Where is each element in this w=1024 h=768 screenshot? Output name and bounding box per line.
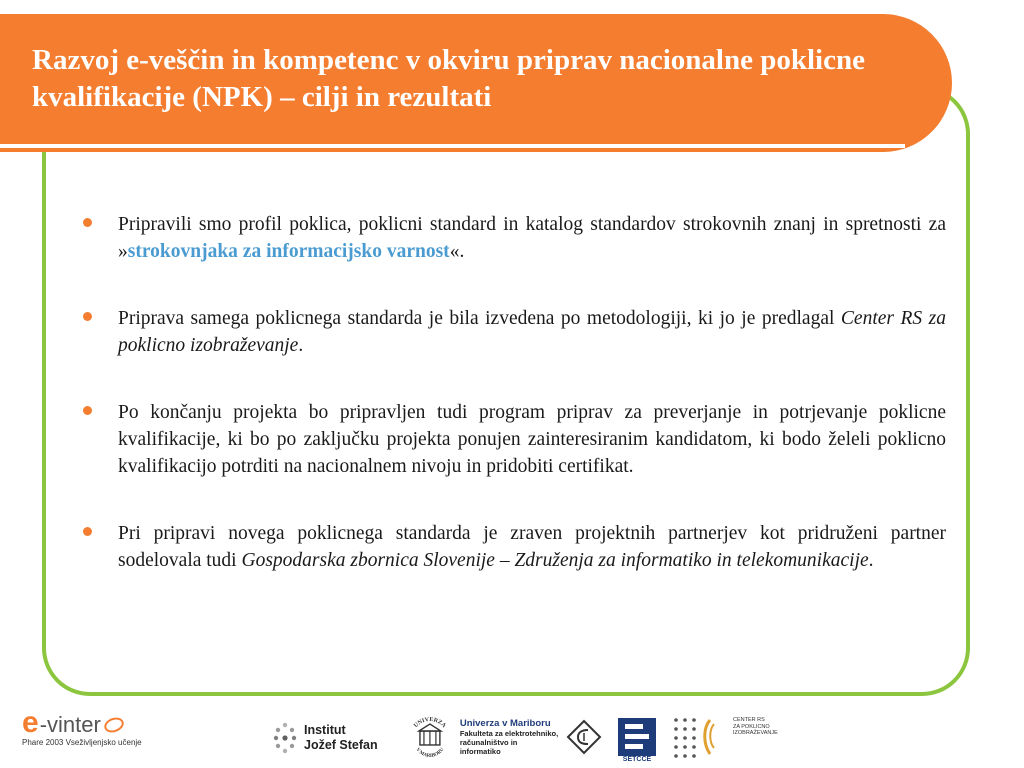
ijs-name-line2: Jožef Stefan	[304, 738, 378, 752]
bullet-list	[80, 211, 946, 614]
bullet-dot	[83, 218, 92, 227]
slide-title: Razvoj e-veščin in kompetenc v okviru priprav nacionalne poklicne kvalifikacije (NPK) – cilji in rezultati	[32, 44, 865, 113]
evinter-logo-name: -vinter	[39, 712, 101, 737]
highlight-term: strokovnjaka za informacijsko varnost	[127, 241, 450, 262]
setcce-label: SETCCE	[622, 756, 652, 763]
cpi-line2: ZA POKLICNO	[733, 723, 770, 730]
um-faculty-line1: Fakulteta za elektrotehniko,	[459, 729, 559, 738]
bullet-item-profile	[80, 211, 946, 265]
ijs-logo	[272, 718, 396, 758]
ijs-dot-grid-icon	[272, 721, 298, 755]
um-seal-icon	[404, 711, 456, 763]
bullet-text: Po končanju projekta bo pripravljen tudi program priprav za preverjanje in potrjevanje poklicne kvalifikacije, ki bo po zaključku projekta ponujen zainteresiranim kandidatom, ki bodo želeli poklicno kvalifikacijo potrditi na nacionalnem nivoju in pridobiti certifikat.	[118, 402, 946, 477]
cpi-text	[733, 717, 778, 737]
bullet-item-program	[80, 399, 946, 480]
svg-text:UNIVERZA: UNIVERZA	[413, 716, 447, 730]
italic-org-name: Gospodarska zbornica Slovenije – Združenja za informatiko in telekomunikacije	[241, 550, 869, 571]
bullet-dot	[83, 312, 92, 321]
evinter-logo	[22, 706, 162, 756]
bullet-text-end: .	[298, 335, 304, 356]
um-name: Univerza v Mariboru	[459, 718, 551, 729]
evinter-lens-icon	[102, 715, 126, 735]
bullet-text: Pri pripravi novega poklicnega standarda je zraven projektnih partnerjev kot pridruženi partner sodelovala tudi	[118, 523, 946, 571]
um-logo	[404, 712, 560, 762]
cpi-line3: IZOBRAŽEVANJE	[733, 730, 778, 736]
svg-text:V MARIBORU: V MARIBORU	[414, 747, 446, 760]
setcce-logo-icon	[616, 714, 658, 760]
bullet-item-partner	[80, 520, 946, 574]
evinter-caption: Phare 2003 Vseživljenjsko učenje	[22, 738, 142, 747]
bullet-text: Pripravili smo profil poklica, poklicni standard in katalog standardov strokovnih znanj in spretnosti za »	[118, 214, 946, 262]
bullet-dot	[83, 527, 92, 536]
um-faculty-line2: računalništvo in informatiko	[459, 738, 518, 756]
italic-org-name: Center RS za poklicno izobraževanje	[118, 308, 946, 356]
ijs-name-line1: Institut	[304, 723, 346, 737]
bullet-text: Priprava samega poklicnega standarda je bila izvedena po metodologiji, ki jo je predlagal	[118, 308, 841, 329]
bullet-item-methodology	[80, 305, 946, 359]
header-underline	[0, 144, 905, 148]
emblem-icon	[566, 718, 602, 756]
bullet-dot	[83, 406, 92, 415]
bullet-text-end: .	[868, 550, 874, 571]
cpi-line1: CENTER RS	[733, 717, 765, 723]
evinter-logo-e: e	[22, 706, 39, 739]
bullet-text-end: «.	[449, 241, 465, 262]
